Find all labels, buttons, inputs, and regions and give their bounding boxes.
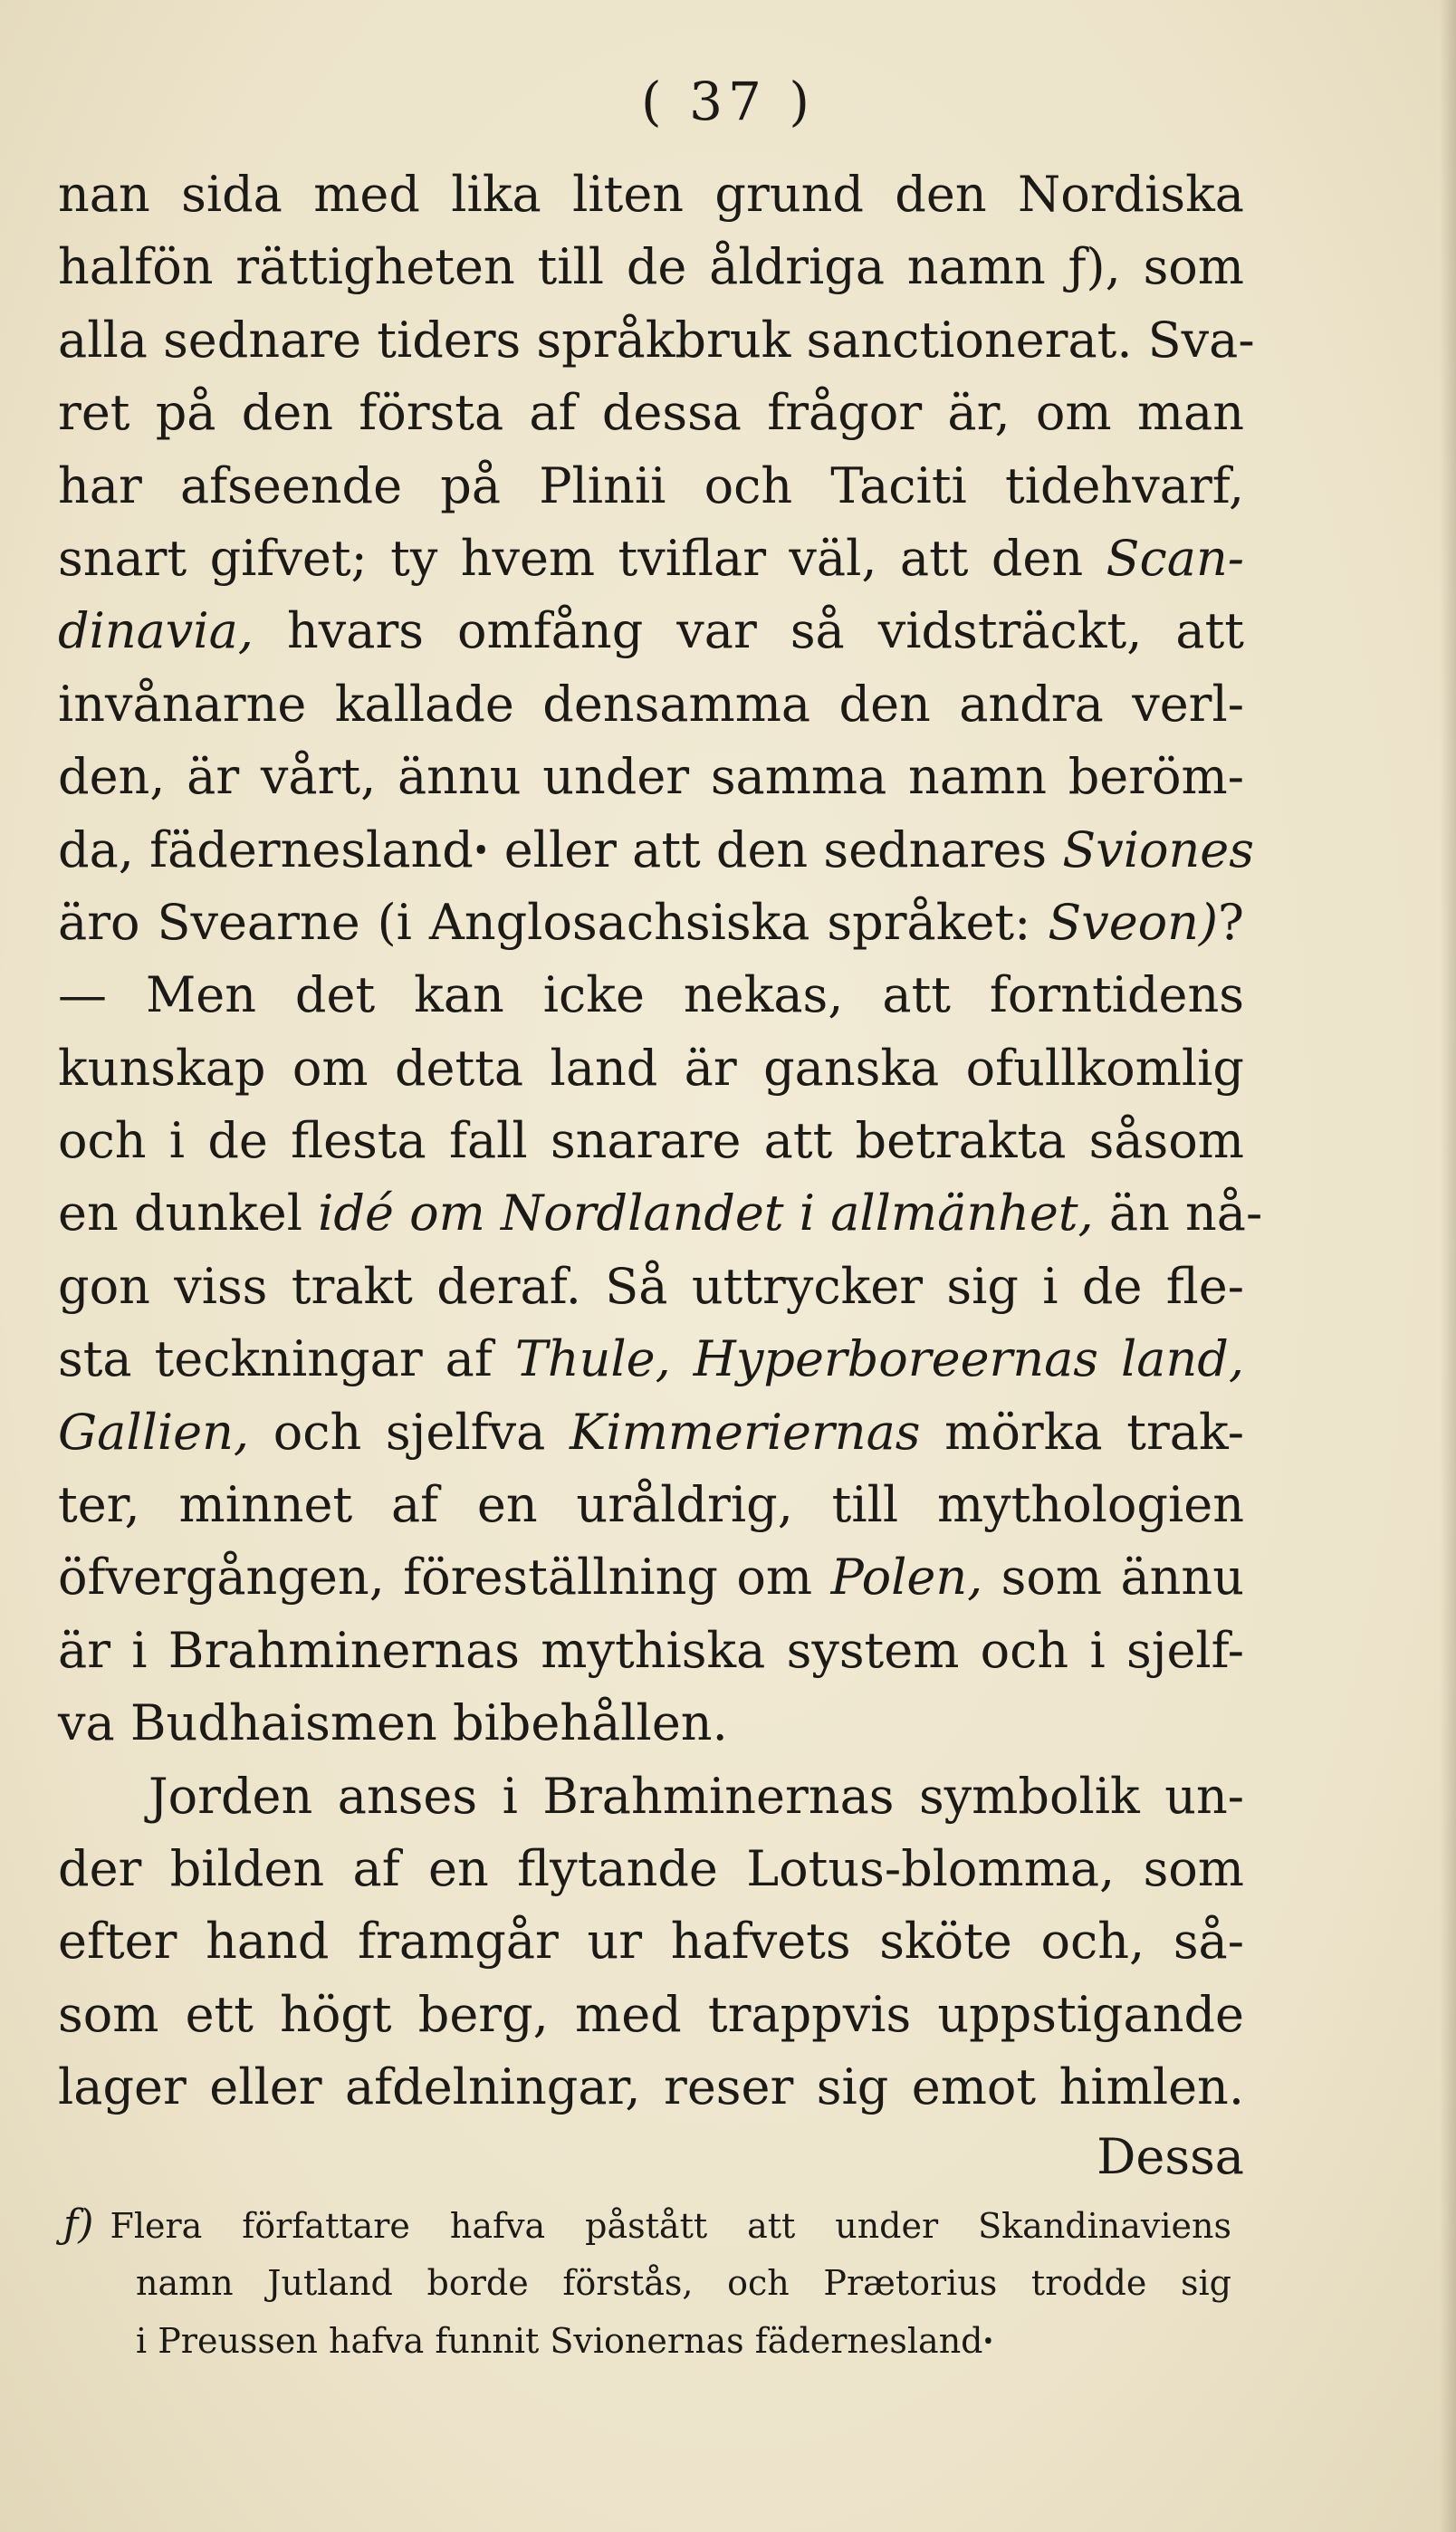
text-run: ?	[1218, 893, 1244, 951]
text-line	[58, 2051, 1244, 2124]
text-run: och sjelfva	[249, 1403, 570, 1461]
main-text	[58, 158, 1263, 2124]
italic-text: Sviones	[1062, 820, 1254, 878]
text-line	[58, 1687, 1244, 1760]
text-run: som ett högt berg, med trappvis uppstigande	[58, 1985, 1244, 2043]
italic-text: Thule, Hyperboreernas land,	[514, 1330, 1244, 1388]
text-line	[58, 1323, 1244, 1395]
text-run: snart gifvet; ty hvem tviflar väl, att den	[58, 529, 1106, 587]
text-line	[58, 1469, 1244, 1541]
text-run: efter hand framgår ur hafvets sköte och, så-	[58, 1913, 1244, 1971]
text-run: lager eller afdelningar, reser sig emot himlen.	[58, 2058, 1244, 2116]
text-run: öfvergången, föreställning om	[58, 1549, 831, 1606]
page-edge-shadow	[1440, 0, 1456, 2532]
text-run: halfön rättigheten till de åldriga namn ƒ), som	[58, 238, 1244, 296]
text-line	[58, 1105, 1244, 1177]
footnote-line	[63, 2196, 1231, 2254]
text-run: den, är vårt, ännu under samma namn beröm-	[58, 748, 1244, 806]
catchword: Dessa	[1097, 2128, 1244, 2185]
text-line	[58, 1760, 1244, 1833]
text-run: ret på den första af dessa frågor är, om man	[58, 384, 1244, 442]
footnote	[63, 2196, 1231, 2370]
text-line	[58, 814, 1254, 887]
italic-text: Scan-	[1106, 529, 1244, 587]
text-run: gon viss trakt deraf. Så uttrycker sig i de fle-	[58, 1257, 1244, 1315]
text-line	[58, 741, 1244, 813]
text-run: kunskap om detta land är ganska ofullkomlig	[58, 1039, 1244, 1097]
text-run: än nå-	[1093, 1184, 1263, 1242]
text-line	[58, 377, 1244, 449]
text-run: är i Brahminernas mythiska system och i sjelf-	[58, 1621, 1244, 1679]
italic-text: Polen,	[830, 1549, 983, 1606]
text-run: da, fäderneslandꞏ eller att den sednares	[58, 820, 1063, 878]
text-run: har afseende på Plinii och Taciti tidehvarf,	[58, 456, 1244, 514]
italic-text: dinavia,	[58, 602, 254, 660]
footnote-line: namn Jutland borde förstås, och Prætorius trodde sig	[136, 2263, 1231, 2303]
text-line	[58, 1905, 1244, 1978]
text-line	[58, 1615, 1244, 1687]
footnote-mark: ƒ)	[63, 2201, 94, 2248]
text-line	[58, 450, 1244, 523]
text-run: invånarne kallade densamma den andra verl-	[58, 675, 1244, 733]
text-run: äro Svearne (i Anglosachsiska språket:	[58, 893, 1049, 951]
footnote-text: Flera författare hafva påstått att under Skandinaviens	[110, 2206, 1231, 2246]
text-line	[58, 1177, 1263, 1250]
text-run: och i de flesta fall snarare att betrakta såsom	[58, 1112, 1244, 1170]
text-run: der bilden af en flytande Lotus-blomma, som	[58, 1839, 1244, 1897]
text-run: som ännu	[982, 1549, 1244, 1606]
text-line	[58, 959, 1244, 1031]
text-line	[58, 887, 1244, 959]
footnote-line: i Preussen hafva funnit Svionernas fäderneslandꞏ	[136, 2321, 994, 2361]
text-run: ter, minnet af en uråldrig, till mythologien	[58, 1476, 1244, 1534]
text-run: va Budhaismen bibehållen.	[58, 1694, 728, 1752]
text-run: hvars omfång var så vidsträckt, att	[253, 602, 1244, 660]
text-line	[58, 1541, 1244, 1614]
text-line	[58, 668, 1244, 741]
text-line	[58, 523, 1244, 595]
text-line	[58, 595, 1244, 667]
italic-text: Gallien,	[58, 1403, 250, 1461]
text-line	[58, 1833, 1244, 1905]
text-run: nan sida med lika liten grund den Nordiska	[58, 166, 1244, 223]
text-line	[58, 1396, 1244, 1469]
text-line	[58, 158, 1244, 231]
text-line	[58, 1032, 1244, 1105]
text-run: alla sednare tiders språkbruk sanctionerat. Sva-	[58, 311, 1255, 369]
italic-text: Sveon)	[1048, 893, 1219, 951]
text-run: — Men det kan icke nekas, att forntidens	[58, 966, 1244, 1024]
text-run: sta teckningar af	[58, 1330, 515, 1388]
text-run: en dunkel	[58, 1184, 319, 1242]
text-run: Jorden anses i Brahminernas symbolik un-	[148, 1767, 1244, 1825]
text-line	[58, 231, 1244, 303]
text-line	[58, 304, 1255, 377]
italic-text: idé om Nordlandet i allmänhet,	[318, 1184, 1094, 1242]
text-line	[58, 1979, 1244, 2051]
text-run: mörka trak-	[920, 1403, 1244, 1461]
text-line	[58, 1251, 1244, 1323]
page-number: ( 37 )	[641, 71, 815, 132]
italic-text: Kimmeriernas	[569, 1403, 921, 1461]
